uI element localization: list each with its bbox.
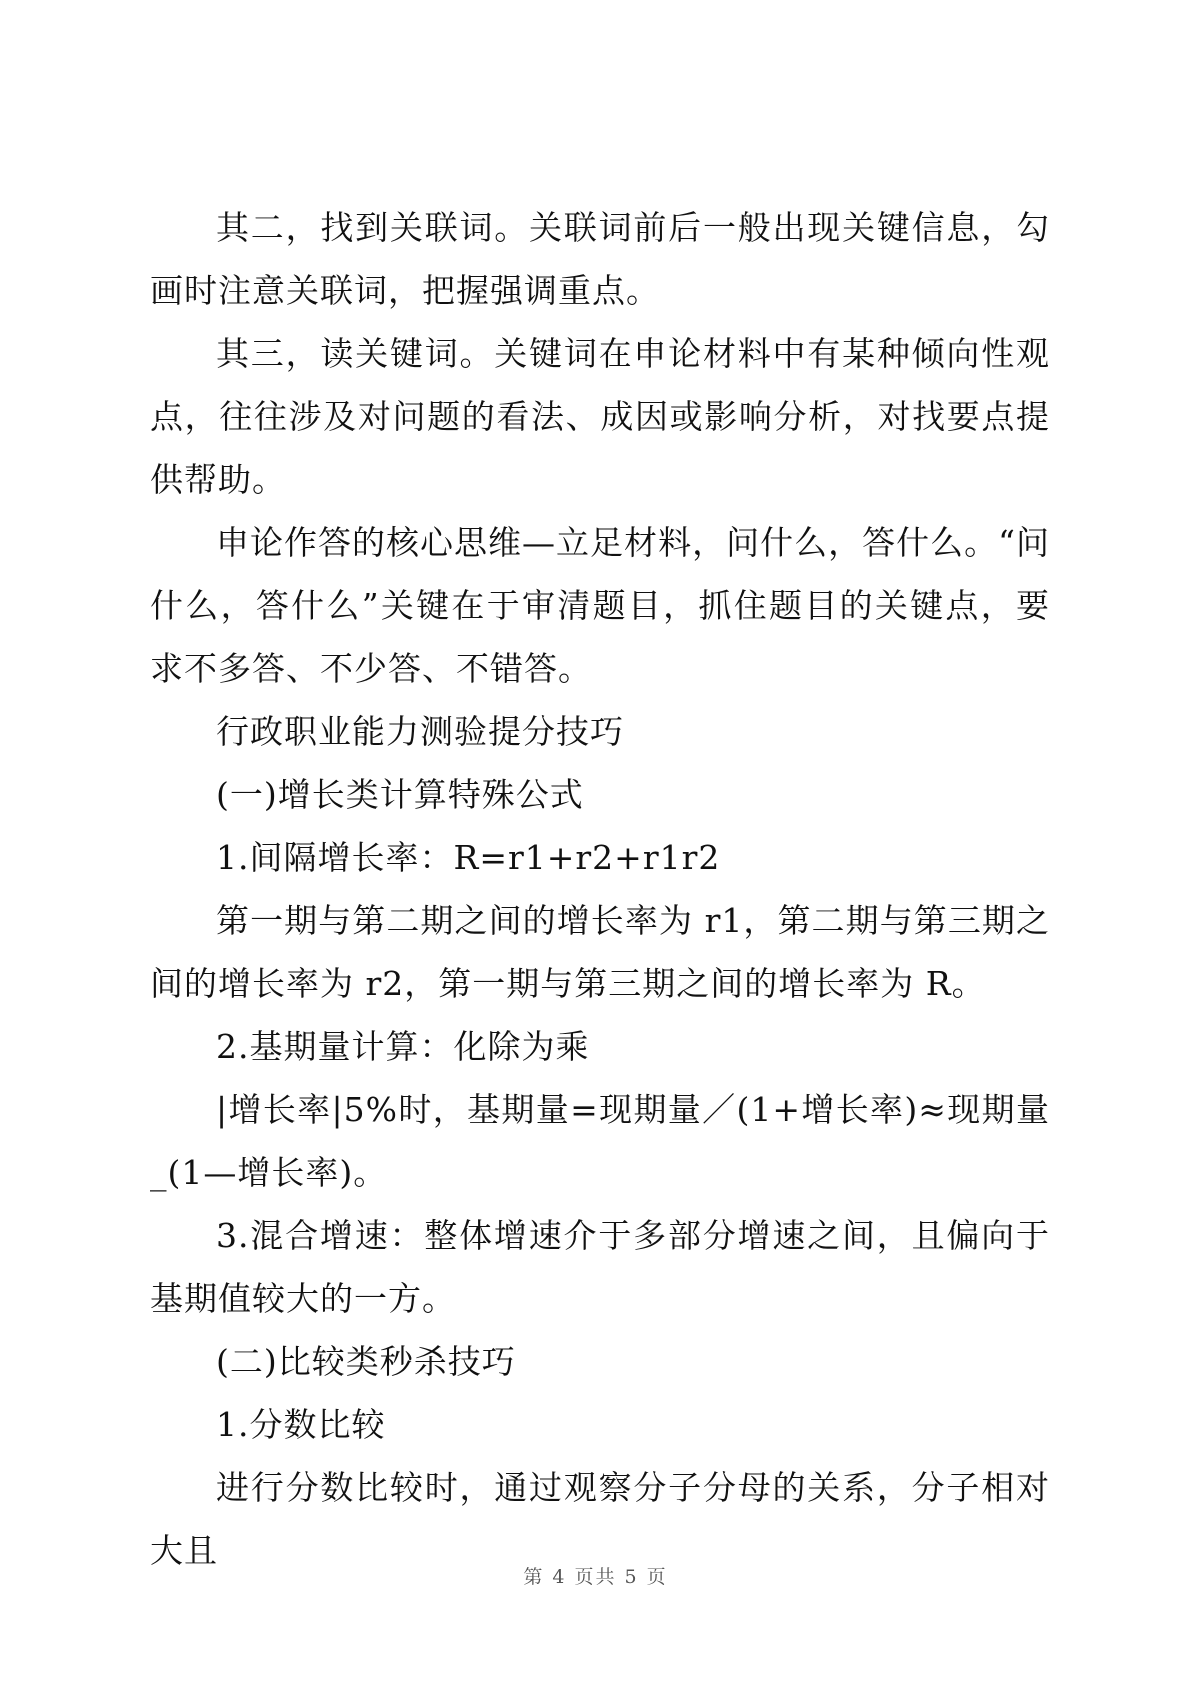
paragraph-growth-explanation: 第一期与第二期之间的增长率为 r1，第二期与第三期之间的增长率为 r2，第一期与第三期之间的增长率为 R。: [150, 901, 1050, 1003]
formula-interval-growth: 1.间隔增长率：R=r1+r2+r1r2: [216, 838, 721, 877]
paragraph-core-thinking: 申论作答的核心思维—立足材料，问什么，答什么。“问什么，答什么”关键在于审清题目，抓住题目的关键点，要求不多答、不少答、不错答。: [150, 523, 1050, 688]
paragraph-keyword-links: 其二，找到关联词。关联词前后一般出现关键信息，勾画时注意关联词，把握强调重点。: [150, 208, 1050, 310]
formula-base-period: 2.基期量计算：化除为乘: [216, 1027, 590, 1066]
paragraph-keywords: 其三，读关键词。关键词在申论材料中有某种倾向性观点，往往涉及对问题的看法、成因或影响分析，对找要点提供帮助。: [150, 334, 1050, 499]
subsection-heading-growth: (一)增长类计算特殊公式: [216, 775, 584, 814]
document-body: [150, 196, 1050, 1582]
item-fraction-comparison: 1.分数比较: [216, 1405, 386, 1444]
page-footer: 第 4 页共 5 页: [523, 1566, 668, 1588]
paragraph-mixed-growth: 3.混合增速：整体增速介于多部分增速之间，且偏向于基期值较大的一方。: [150, 1216, 1050, 1318]
section-heading: 行政职业能力测验提分技巧: [216, 712, 624, 751]
paragraph-base-period-explanation: |增长率|5%时，基期量=现期量／(1+增长率)≈现期量_(1—增长率)。: [150, 1090, 1050, 1192]
paragraph-fraction-comparison: 进行分数比较时，通过观察分子分母的关系，分子相对大且: [150, 1468, 1050, 1570]
subsection-heading-comparison: (二)比较类秒杀技巧: [216, 1342, 516, 1381]
